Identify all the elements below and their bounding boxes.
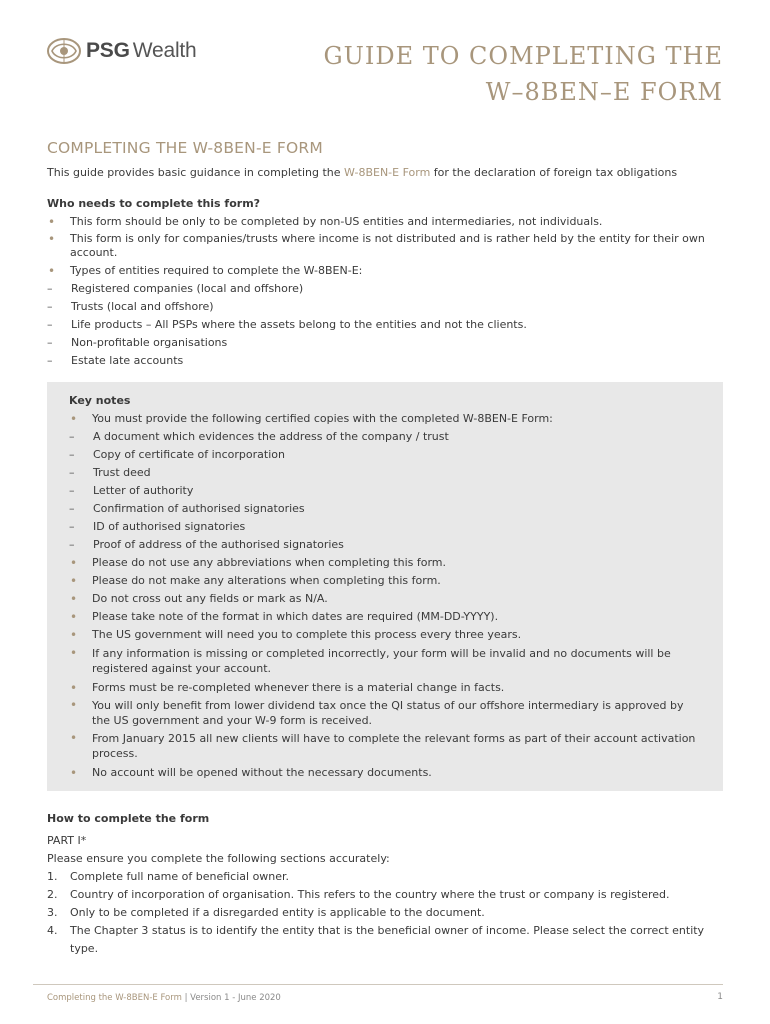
brand-name: PSG Wealth: [86, 39, 197, 62]
list-item: – A document which evidences the address of the company / trust: [69, 428, 705, 446]
list-item: • The US government will need you to complete this process every three years.: [69, 626, 705, 644]
key-notes-list: [69, 411, 705, 782]
how-heading: How to complete the form: [47, 812, 210, 825]
section-heading: COMPLETING THE W-8BEN-E FORM: [47, 139, 323, 157]
list-item: 3. Only to be completed if a disregarded entity is applicable to the document.: [47, 906, 485, 919]
page-number: 1: [717, 992, 723, 1002]
list-item: – Trusts (local and offshore): [47, 298, 723, 316]
part-label: PART I*: [47, 834, 87, 847]
list-item: 1. Complete full name of beneficial owner.: [47, 870, 290, 883]
list-item: – Copy of certificate of incorporation: [69, 446, 705, 464]
psg-wealth-logo: [46, 36, 197, 66]
psg-emblem-icon: [46, 36, 82, 66]
list-item: • Please do not make any alterations when completing this form.: [69, 572, 705, 590]
list-item: • If any information is missing or completed incorrectly, your form will be invalid and no documents will be registered against your account.: [69, 646, 705, 676]
list-item: • You must provide the following certified copies with the completed W-8BEN-E Form: – A document which evidences the address of the company / trust – Copy of certificate of incorporation – Trust deed – Letter of authority – Confirmation of authorised signatories – ID of authorised signatories – Proof of address of the authorised signatories: [69, 411, 705, 554]
who-list: [47, 214, 723, 370]
who-section: [47, 196, 723, 370]
title-line-1: GUIDE TO COMPLETING THE: [323, 42, 723, 70]
list-item: • You will only benefit from lower dividend tax once the QI status of our offshore intermediary is approved by the US government and your W-9 form is received.: [69, 698, 705, 728]
required-docs-list: [69, 428, 705, 554]
steps-list: [47, 868, 723, 958]
part-instruction: Please ensure you complete the following sections accurately:: [47, 852, 390, 865]
list-item: • This form is only for companies/trusts where income is not distributed and is rather held by the entity for their own account.: [47, 232, 723, 260]
list-item: 4. The Chapter 3 status is to identify the entity that is the beneficial owner of income. Please select the correct entity type.: [47, 924, 705, 955]
list-item: – ID of authorised signatories: [69, 518, 705, 536]
list-item: • From January 2015 all new clients will have to complete the relevant forms as part of their account activation process.: [69, 731, 705, 761]
footer-text: Completing the W-8BEN-E Form | Version 1 - June 2020: [47, 993, 281, 1003]
list-item: 2. Country of incorporation of organisation. This refers to the country where the trust or company is registered.: [47, 888, 670, 901]
list-item: • This form should be only to be completed by non-US entities and intermediaries, not individuals.: [47, 214, 723, 230]
entity-types-list: [47, 280, 723, 370]
key-notes-heading: Key notes: [69, 394, 131, 407]
how-section: [47, 811, 723, 958]
list-item: • No account will be opened without the necessary documents.: [69, 764, 705, 782]
list-item: – Proof of address of the authorised signatories: [69, 536, 705, 554]
list-item: – Confirmation of authorised signatories: [69, 500, 705, 518]
page-title: [323, 38, 723, 110]
intro-text: This guide provides basic guidance in completing the W-8BEN-E Form for the declaration of foreign tax obligations: [47, 166, 678, 179]
list-item: – Non-profitable organisations: [47, 334, 723, 352]
list-item: – Registered companies (local and offshore): [47, 280, 723, 298]
who-heading: Who needs to complete this form?: [47, 197, 261, 210]
list-item: – Estate late accounts: [47, 352, 723, 370]
list-item: • Please do not use any abbreviations when completing this form.: [69, 554, 705, 572]
list-item: – Trust deed: [69, 464, 705, 482]
list-item: • Please take note of the format in which dates are required (MM-DD-YYYY).: [69, 608, 705, 626]
list-item: • Types of entities required to complete the W-8BEN-E: – Registered companies (local and offshore) – Trusts (local and offshore) – Life products – All PSPs where the assets belong to the entities and not the clients. – Non-profitable organisations – Estate late accounts: [47, 263, 723, 370]
w8ben-e-form-link[interactable]: W-8BEN-E Form: [344, 166, 431, 179]
title-line-2: W–8BEN–E FORM: [485, 78, 723, 106]
list-item: – Letter of authority: [69, 482, 705, 500]
list-item: – Life products – All PSPs where the assets belong to the entities and not the clients.: [47, 316, 723, 334]
list-item: • Do not cross out any fields or mark as N/A.: [69, 590, 705, 608]
list-item: • Forms must be re-completed whenever there is a material change in facts.: [69, 679, 705, 697]
key-notes-box: [47, 382, 723, 791]
footer-divider: [33, 984, 723, 985]
